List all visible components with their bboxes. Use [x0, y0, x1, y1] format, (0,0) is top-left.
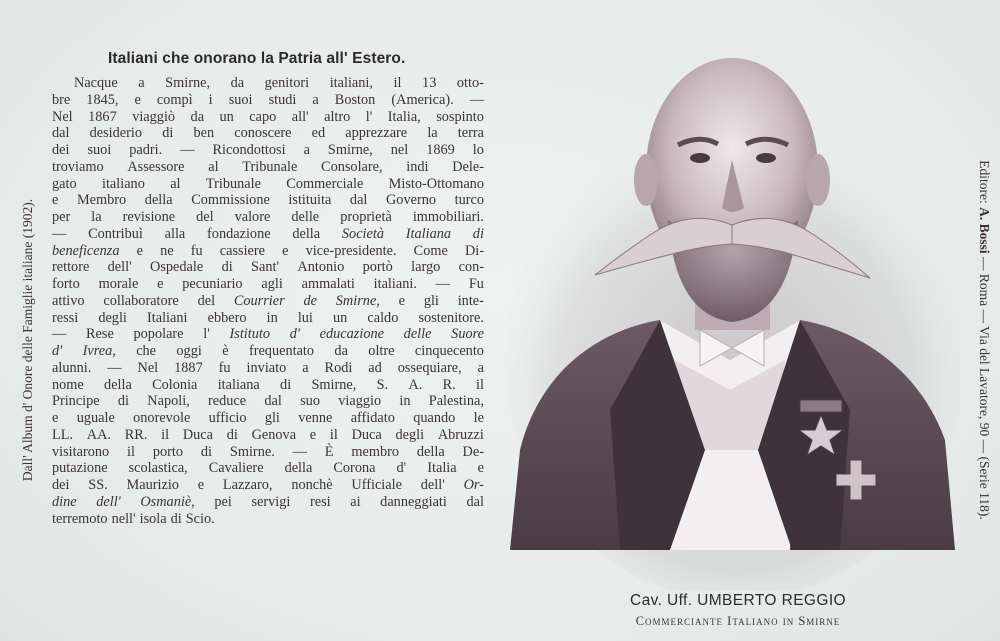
bio-word: il [329, 426, 338, 443]
bio-word: vice-presidente. [305, 242, 397, 259]
bio-word: Come [413, 242, 448, 259]
bio-word: in [266, 309, 278, 326]
bio-word: valore [234, 209, 271, 225]
bio-word: della [104, 376, 132, 393]
bio-word: Courrier [233, 292, 285, 309]
bio-word: — [292, 443, 307, 460]
bio-word: lo [472, 142, 484, 158]
bio-word: agli [261, 276, 283, 292]
bio-word: della [284, 460, 313, 477]
publisher-address: — Roma — Via del Lavatore, 90 — (Serie 118). [977, 253, 992, 520]
bio-word: ad [368, 359, 382, 376]
bio-word: l' [203, 326, 210, 343]
bio-word: dine [52, 493, 77, 510]
bio-word: resi [309, 493, 331, 510]
bio-word: ben [193, 125, 215, 142]
bio-word: e [157, 276, 164, 292]
bio-word: Rese [86, 326, 114, 343]
bio-word: uguale [76, 410, 115, 426]
bio-word: della [292, 225, 321, 242]
bio-word: viaggiò [132, 108, 176, 125]
bio-word: nel [390, 142, 409, 158]
bio-word: danneggiati [380, 493, 447, 510]
bio-word: scolastica, [128, 460, 188, 477]
bio-word: 1869 [426, 142, 455, 158]
bio-word: a [302, 359, 309, 376]
bio-word: Duca [182, 426, 213, 443]
bio-word: proprietà [340, 209, 392, 225]
bio-word: Ospedale [150, 259, 204, 276]
bio-word: putazione [52, 460, 108, 477]
bio-word: e [136, 242, 143, 259]
bio-word: di [221, 259, 233, 276]
bio-word: AA. [86, 426, 112, 443]
bio-word: SS. [88, 477, 108, 493]
bio-word: dell' [420, 477, 445, 493]
bio-word: Cavaliere [208, 460, 264, 477]
bio-word: desiderio [89, 125, 143, 142]
bio-word: genitori [264, 75, 310, 91]
bio-word: il [393, 75, 402, 91]
bio-word: Nel [52, 108, 73, 125]
bio-word: a [477, 359, 484, 376]
bio-word: Assessore [127, 158, 185, 175]
bio-line [52, 209, 484, 226]
bio-word: delle [291, 209, 320, 225]
biography-text [52, 75, 484, 527]
bio-word: Smirne, [165, 75, 211, 91]
bio-word: di [472, 225, 484, 242]
bio-word: R. [442, 376, 456, 393]
bio-word: e [309, 426, 317, 443]
bio-word: le [473, 410, 484, 426]
bio-word: degli [98, 309, 127, 326]
bio-word: turco [454, 192, 484, 209]
bio-word: isola [139, 510, 167, 527]
bio-word: Or- [463, 477, 484, 493]
bio-word: nonchè [291, 477, 333, 493]
bio-word: Membro [76, 192, 127, 209]
bio-word: apprezzare [345, 125, 408, 142]
bio-word: di [280, 376, 292, 393]
bio-line [52, 159, 484, 176]
bio-line [52, 142, 484, 159]
bio-word: d' [52, 343, 63, 359]
bio-word: ressi [52, 309, 79, 326]
bio-line [52, 310, 484, 327]
bio-word: da [190, 108, 205, 125]
bio-word: Palestina, [428, 393, 484, 410]
bio-word: Governo [385, 192, 437, 209]
bio-word: e [477, 460, 484, 477]
bio-word: istituita [288, 192, 332, 209]
bio-word: per [52, 209, 71, 225]
bio-word: servigi [251, 493, 291, 510]
bio-word: dell' [96, 493, 121, 510]
bio-word: ed [311, 125, 326, 142]
bio-word: del [197, 292, 216, 309]
bio-word: l' [365, 108, 373, 125]
bio-word: 1867 [88, 108, 117, 125]
bio-word: otto- [456, 75, 484, 91]
bio-word: altro [324, 108, 351, 125]
bio-line [52, 427, 484, 444]
bio-word: il [161, 426, 170, 443]
bio-word: beneficenza [52, 242, 120, 259]
bio-word: — [180, 142, 195, 158]
bio-word: bre [52, 91, 71, 108]
bio-word: inte- [457, 292, 484, 309]
bio-word: cinquecento [414, 343, 484, 359]
bio-word: terra [457, 125, 484, 142]
bio-word: gli [264, 410, 280, 426]
bio-word: Fu [468, 276, 484, 292]
bio-word: Istituto [229, 326, 271, 343]
bio-word: la [427, 125, 438, 142]
bio-word: italiani. [373, 276, 417, 292]
bio-word: collaboratore [103, 292, 179, 309]
bio-word: dal [466, 493, 484, 510]
bio-word: caldo [367, 309, 399, 326]
bio-word: e [197, 477, 205, 493]
bio-word: Corona [333, 460, 376, 477]
bio-word: un [219, 108, 234, 125]
bio-word: degli [395, 426, 425, 443]
bio-word: 13 [422, 75, 437, 91]
bio-line [52, 477, 484, 494]
bio-line [52, 259, 484, 276]
bio-word: studi [268, 91, 297, 108]
bio-word: ammalati [301, 276, 355, 292]
bio-word: conoscere [234, 125, 292, 142]
bio-word: dei [52, 142, 70, 158]
bio-word: Duca [351, 426, 382, 443]
bio-line [52, 377, 484, 394]
bio-line [52, 276, 484, 293]
bio-word: immobiliari. [412, 209, 484, 225]
headline: Italiani che onorano la Patria all' Estero. [108, 50, 406, 67]
bio-word: fondazione [207, 225, 271, 242]
bio-word: educazione [319, 326, 384, 343]
bio-word: fu [190, 242, 203, 259]
bio-word: membro [351, 443, 400, 460]
bio-word: ne [160, 242, 174, 259]
bio-word: lui [297, 309, 313, 326]
bio-word: Ivrea, [82, 343, 116, 359]
bio-line [52, 293, 484, 310]
bio-line [52, 75, 484, 92]
bio-word: e [282, 242, 289, 259]
bio-word: in [399, 393, 411, 410]
bio-word: a [312, 91, 319, 108]
bio-word: dal [264, 393, 282, 410]
bio-line [52, 410, 484, 427]
bio-word: quando [413, 410, 456, 426]
bio-word: Dele- [452, 158, 484, 175]
bio-word: Boston [334, 91, 376, 108]
bio-word: di [170, 510, 182, 527]
bio-word: visitarono [52, 443, 110, 460]
bio-word: d' [396, 460, 407, 477]
bio-word: suoi [228, 91, 253, 108]
bio-word: e [52, 192, 59, 209]
bio-word: nome [52, 376, 84, 393]
bio-word: Rodi [324, 359, 353, 376]
bio-word: Smirne, [311, 376, 357, 393]
bio-word: all' [291, 108, 309, 125]
bio-word: suoi [87, 142, 112, 158]
bio-line [52, 109, 484, 126]
portrait-caption-subtitle: Commerciante Italiano in Smirne [635, 614, 841, 628]
bio-word: Napoli, [147, 393, 190, 410]
bio-word: la [91, 209, 102, 225]
bio-word: sostenitore. [418, 309, 484, 326]
bio-word: 1845, [86, 91, 119, 108]
bio-word: con- [458, 259, 484, 276]
bio-word: e [52, 410, 59, 426]
bio-word: alunni. [52, 359, 92, 376]
source-note-text: Dall' Album d' Onore delle Famiglie italiane (1902). [20, 198, 35, 482]
bio-word: al [170, 175, 181, 192]
bio-word: di [162, 125, 174, 142]
bio-word: forto [52, 276, 80, 292]
bio-word: revisione [122, 209, 176, 225]
bio-word: A. [408, 376, 423, 393]
bio-word: Società [341, 225, 384, 242]
bio-word: Scio. [185, 510, 215, 527]
bio-word: nell' [111, 510, 136, 527]
bio-word: a [138, 75, 145, 91]
bio-word: Contribuì [88, 225, 143, 242]
bio-word: Tribunale [242, 158, 298, 175]
bio-word: italiana [217, 376, 260, 393]
bio-word: e [398, 292, 406, 309]
bio-word: di [200, 443, 213, 460]
bio-word: venne [298, 410, 333, 426]
bio-word: Consolare, [321, 158, 383, 175]
bio-word: affidato [350, 410, 395, 426]
bio-word: dell' [107, 259, 132, 276]
bio-word: che [136, 343, 157, 359]
bio-word: oltre [368, 343, 395, 359]
publisher-prefix: Editore: [977, 160, 992, 208]
bio-word: Principe [52, 393, 100, 410]
bio-line [52, 494, 484, 511]
bio-word: dei [52, 477, 70, 493]
bio-word: Nacque [74, 75, 118, 91]
bio-word: Abruzzi [437, 426, 484, 443]
bio-word: viaggio [338, 393, 382, 410]
bio-word: d' [289, 326, 300, 343]
bio-word: de [303, 292, 317, 309]
bio-word: cassiere [219, 242, 266, 259]
bio-word: ossequiare, [397, 359, 462, 376]
bio-word: della [144, 192, 173, 209]
bio-word: di [117, 393, 130, 410]
publisher-note-text [976, 160, 992, 520]
bio-word: gli [423, 292, 439, 309]
portrait-caption-name: Cav. Uff. UMBERTO REGGIO [629, 592, 847, 609]
bio-word: onorevole [133, 410, 191, 426]
bio-word: Genova [251, 426, 297, 443]
bio-word: terremoto [52, 510, 108, 527]
bio-word: i [208, 91, 213, 108]
bio-line [52, 192, 484, 209]
bio-word: morale [98, 276, 139, 292]
bio-word: ufficio [208, 410, 247, 426]
bio-word: padri. [129, 142, 163, 158]
bio-word: attivo [52, 292, 85, 309]
bio-word: frequentato [248, 343, 315, 359]
bio-word: indi [406, 158, 429, 175]
bio-word: fu [218, 359, 231, 376]
bio-word: Ufficiale [351, 477, 402, 493]
bio-word: troviamo [52, 158, 104, 175]
bio-word: Smirne, [335, 292, 380, 309]
bio-word: popolare [133, 326, 184, 343]
bio-word: — [52, 225, 67, 242]
bio-line [52, 393, 484, 410]
bio-line [52, 343, 484, 360]
bio-word: sospinto [436, 108, 484, 125]
bio-word: — [469, 91, 484, 108]
bio-word: Commerciale [286, 175, 364, 192]
bio-word: oggi [176, 343, 202, 359]
bio-word: De- [462, 443, 484, 460]
bio-line [52, 511, 484, 528]
bio-word: Antonio [297, 259, 345, 276]
bio-word: RR. [124, 426, 148, 443]
bio-word: S. [376, 376, 389, 393]
bio-line [52, 326, 484, 343]
bio-word: LL. [52, 426, 74, 443]
bio-word: Italiana [405, 225, 452, 242]
bio-line [52, 226, 484, 243]
bio-word: — [52, 326, 67, 343]
bio-word: Italia [427, 460, 457, 477]
bio-line [52, 460, 484, 477]
bio-line [52, 243, 484, 260]
bio-word: suo [300, 393, 320, 410]
bio-word: — [107, 359, 122, 376]
bio-word: porto [152, 443, 184, 460]
bio-word: delle [403, 326, 432, 343]
bio-word: della [416, 443, 445, 460]
bio-word: pecuniario [182, 276, 243, 292]
bio-word: a [303, 142, 310, 158]
bio-word: da [230, 75, 245, 91]
portrait-image [500, 30, 960, 590]
bio-word: largo [411, 259, 441, 276]
bio-word: Suore [451, 326, 484, 343]
bio-word: Osmaniè, [140, 493, 195, 510]
bio-word: un [333, 309, 348, 326]
bio-word: Smirne, [327, 142, 373, 158]
bio-word: Sant' [251, 259, 280, 276]
bio-word: al [208, 158, 219, 175]
bio-word: Ricondottosi [212, 142, 286, 158]
bio-word: Nel [137, 359, 159, 376]
bio-word: Smirne. [229, 443, 275, 460]
bio-word: portò [362, 259, 393, 276]
bio-line [52, 92, 484, 109]
bio-word: dal [52, 125, 70, 142]
bio-word: (America). [391, 91, 454, 108]
bio-line [52, 444, 484, 461]
bio-word: Misto-Ottomano [388, 175, 484, 192]
bio-word: gato [52, 175, 77, 192]
bio-word: Lazzaro, [222, 477, 273, 493]
bio-word: di [226, 426, 238, 443]
bio-word: alla [164, 225, 186, 242]
bio-word: Italiani [147, 309, 188, 326]
bio-word: e [134, 91, 141, 108]
bio-word: dal [349, 192, 368, 209]
bio-word: Maurizio [126, 477, 179, 493]
bio-word: 1887 [174, 359, 203, 376]
bio-word: ai [350, 493, 361, 510]
bio-word: È [324, 443, 334, 460]
bio-word: Di- [464, 242, 484, 259]
bio-word: Colonia [152, 376, 198, 393]
bio-word: compì [156, 91, 193, 108]
bio-word: pei [214, 493, 232, 510]
bio-word: del [196, 209, 214, 225]
bio-word: è [222, 343, 229, 359]
bio-word: reduce [208, 393, 247, 410]
bio-line [52, 125, 484, 142]
bio-word: da [334, 343, 348, 359]
bio-word: Tribunale [205, 175, 261, 192]
bio-word: — [435, 276, 451, 292]
bio-word: il [127, 443, 135, 460]
publisher-name: A. Bossi [977, 207, 992, 254]
bio-line [52, 360, 484, 377]
bio-line [52, 176, 484, 193]
bio-word: ebbero [207, 309, 247, 326]
bio-word: il [476, 376, 484, 393]
bio-word: italiano [101, 175, 145, 192]
bio-word: rettore [52, 259, 90, 276]
bio-word: Italia, [387, 108, 421, 125]
bio-word: inviato [246, 359, 287, 376]
bio-word: italiani, [329, 75, 373, 91]
bio-word: capo [249, 108, 277, 125]
bio-word: Commissione [191, 192, 270, 209]
